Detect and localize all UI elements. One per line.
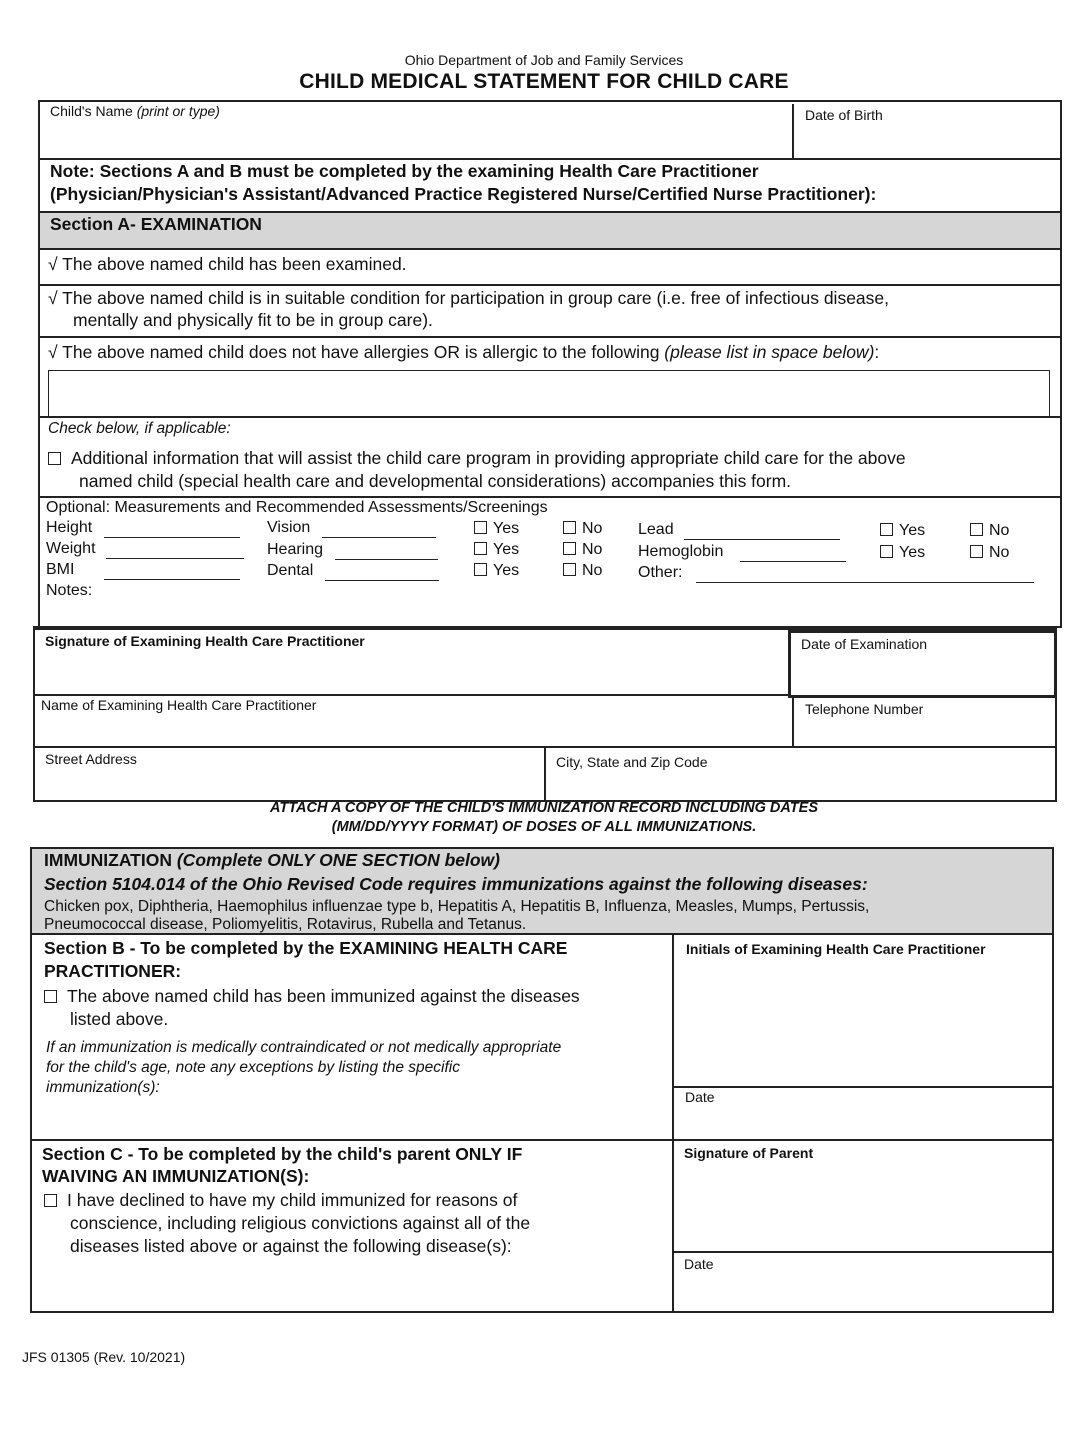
notes-label: Notes: (46, 582, 93, 599)
child-name-field[interactable] (50, 103, 220, 119)
hemoglobin-no-checkbox[interactable] (970, 545, 983, 558)
section-b-check-text: The above named child has been immunized against the diseases (67, 986, 580, 1006)
section-b-title-line-2: PRACTITIONER: (44, 961, 182, 981)
no-label: No (582, 520, 603, 537)
divider (792, 696, 794, 748)
section-b-check-line-2: listed above. (70, 1009, 169, 1029)
hearing-no-option[interactable] (563, 541, 602, 559)
divider (792, 104, 794, 160)
lead-yes-option[interactable] (880, 522, 925, 540)
divider (544, 746, 546, 800)
section-c-checkbox[interactable] (44, 1194, 57, 1207)
bmi-field[interactable] (104, 579, 240, 580)
additional-info-text: Additional information that will assist the child care program in providing appropriate child care for the above (71, 448, 906, 468)
yes-label: Yes (899, 544, 926, 561)
immunization-title-text: IMMUNIZATION (44, 850, 177, 870)
exam-statement-2-line-1: √ The above named child is in suitable condition for participation in group care (i.e. free of infectious disease, (48, 288, 890, 308)
allergy-statement: √ The above named child does not have allergies OR is allergic to the following (48, 342, 665, 362)
diseases-line-1: Chicken pox, Diphtheria, Haemophilus influenzae type b, Hepatitis A, Hepatitis B, Influenza, Measles, Mumps, Pertussis, (44, 898, 870, 915)
exam-statement-3 (48, 341, 879, 363)
vision-field[interactable] (322, 537, 436, 538)
hemoglobin-yes-checkbox[interactable] (880, 545, 893, 558)
divider (32, 933, 1052, 935)
dental-yes-checkbox[interactable] (474, 563, 487, 576)
section-c-check-line-3: diseases listed above or against the following disease(s): (70, 1236, 512, 1256)
section-c-title-line-2: WAIVING AN IMMUNIZATION(S): (42, 1166, 310, 1186)
date-of-examination-field[interactable]: Date of Examination (801, 636, 928, 652)
note-line-1: Note: Sections A and B must be completed by the examining Health Care Practitioner (50, 161, 759, 181)
divider (35, 694, 790, 696)
optional-title: Optional: Measurements and Recommended Assessments/Screenings (46, 499, 548, 516)
ohio-code-line: Section 5104.014 of the Ohio Revised Code requires immunizations against the following diseases: (44, 874, 868, 894)
section-b-exception-line-1: If an immunization is medically contraindicated or not medically appropriate (46, 1039, 562, 1056)
hearing-no-checkbox[interactable] (563, 542, 576, 555)
other-label: Other: (638, 564, 683, 581)
lead-label: Lead (638, 521, 674, 538)
immunization-title (44, 849, 500, 872)
child-name-hint: (print or type) (136, 103, 220, 119)
section-b-exception-line-3: immunization(s): (46, 1079, 160, 1096)
no-label: No (989, 544, 1010, 561)
height-field[interactable] (104, 537, 240, 538)
hearing-field[interactable] (335, 559, 438, 560)
practitioner-name-field[interactable]: Name of Examining Health Care Practitioner (41, 697, 317, 713)
child-name-label: Child's Name (50, 103, 137, 119)
section-b-exception-line-2: for the child's age, note any exceptions by listing the specific (46, 1059, 460, 1076)
dental-no-checkbox[interactable] (563, 563, 576, 576)
hearing-yes-option[interactable] (474, 541, 519, 559)
section-c-check-line-1 (44, 1189, 517, 1211)
exam-statement-1: √ The above named child has been examined. (48, 254, 407, 274)
note-line-2: (Physician/Physician's Assistant/Advanced Practice Registered Nurse/Certified Nurse Practitioner): (50, 184, 877, 204)
vision-no-checkbox[interactable] (563, 521, 576, 534)
divider (40, 416, 1060, 418)
street-address-field[interactable]: Street Address (45, 751, 137, 767)
yes-label: Yes (493, 541, 520, 558)
section-c-check-line-2: conscience, including religious convictions against all of the (70, 1213, 531, 1233)
no-label: No (582, 562, 603, 579)
form-id: JFS 01305 (Rev. 10/2021) (22, 1349, 186, 1365)
bmi-label: BMI (46, 561, 75, 578)
additional-info-checkbox[interactable] (48, 452, 61, 465)
divider (672, 933, 674, 1311)
allergy-colon: : (874, 342, 880, 362)
height-label: Height (46, 519, 93, 536)
vision-no-option[interactable] (563, 520, 602, 538)
practitioner-initials-field[interactable]: Initials of Examining Health Care Practitioner (686, 941, 986, 957)
exam-statement-2-line-2: mentally and physically fit to be in group care). (73, 310, 433, 330)
weight-field[interactable] (106, 558, 244, 559)
additional-info-line-2: named child (special health care and developmental considerations) accompanies this form. (79, 471, 792, 491)
vision-yes-checkbox[interactable] (474, 521, 487, 534)
divider (40, 496, 1060, 498)
no-label: No (989, 522, 1010, 539)
vision-label: Vision (267, 519, 311, 536)
dental-label: Dental (267, 562, 314, 579)
hemoglobin-field[interactable] (740, 561, 846, 562)
parent-signature-field[interactable]: Signature of Parent (684, 1145, 814, 1161)
dental-field[interactable] (325, 580, 439, 581)
practitioner-signature-field[interactable]: Signature of Examining Health Care Practitioner (45, 633, 365, 649)
section-b-checkbox[interactable] (44, 990, 57, 1003)
section-b-check-line-1 (44, 985, 580, 1007)
hearing-yes-checkbox[interactable] (474, 542, 487, 555)
telephone-field[interactable]: Telephone Number (805, 701, 924, 717)
date-of-birth-field[interactable]: Date of Birth (805, 107, 883, 123)
section-c-check-text: I have declined to have my child immunized for reasons of (67, 1190, 518, 1210)
yes-label: Yes (899, 522, 926, 539)
section-b-date-field[interactable]: Date (685, 1089, 715, 1105)
lead-no-checkbox[interactable] (970, 523, 983, 536)
divider (674, 1086, 1052, 1088)
allergy-list-field[interactable] (48, 370, 1050, 418)
yes-label: Yes (493, 520, 520, 537)
diseases-line-2: Pneumococcal disease, Poliomyelitis, Rotavirus, Rubella and Tetanus. (44, 916, 527, 933)
vision-yes-option[interactable] (474, 520, 519, 538)
dental-yes-option[interactable] (474, 562, 519, 580)
hemoglobin-no-option[interactable] (970, 544, 1009, 562)
hemoglobin-label: Hemoglobin (638, 543, 724, 560)
lead-yes-checkbox[interactable] (880, 523, 893, 536)
attach-notice-line-1: ATTACH A COPY OF THE CHILD'S IMMUNIZATION RECORD INCLUDING DATES (270, 800, 818, 816)
form-title: CHILD MEDICAL STATEMENT FOR CHILD CARE (299, 70, 789, 93)
yes-label: Yes (493, 562, 520, 579)
allergy-hint: (please list in space below) (664, 342, 875, 362)
hemoglobin-yes-option[interactable] (880, 544, 925, 562)
section-b-title-line-1: Section B - To be completed by the EXAMINING HEALTH CARE (44, 938, 568, 958)
immunization-title-hint: (Complete ONLY ONE SECTION below) (176, 850, 500, 870)
attach-notice-line-2: (MM/DD/YYYY FORMAT) OF DOSES OF ALL IMMUNIZATIONS. (331, 819, 757, 835)
divider (40, 336, 1060, 338)
agency-name: Ohio Department of Job and Family Services (404, 52, 684, 68)
check-below-label: Check below, if applicable: (48, 420, 231, 437)
divider (40, 248, 1060, 250)
weight-label: Weight (46, 540, 96, 557)
divider (40, 284, 1060, 286)
section-a-title: Section A- EXAMINATION (50, 214, 262, 234)
section-c-title-line-1: Section C - To be completed by the child's parent ONLY IF (42, 1144, 523, 1164)
no-label: No (582, 541, 603, 558)
lead-no-option[interactable] (970, 522, 1009, 540)
divider (674, 1251, 1052, 1253)
hearing-label: Hearing (267, 541, 324, 558)
city-state-zip-field[interactable]: City, State and Zip Code (556, 754, 708, 770)
lead-field[interactable] (684, 539, 840, 540)
other-field[interactable] (696, 582, 1034, 583)
divider (32, 1139, 1052, 1141)
section-c-date-field[interactable]: Date (684, 1256, 714, 1272)
additional-info-line-1 (48, 447, 906, 469)
dental-no-option[interactable] (563, 562, 602, 580)
